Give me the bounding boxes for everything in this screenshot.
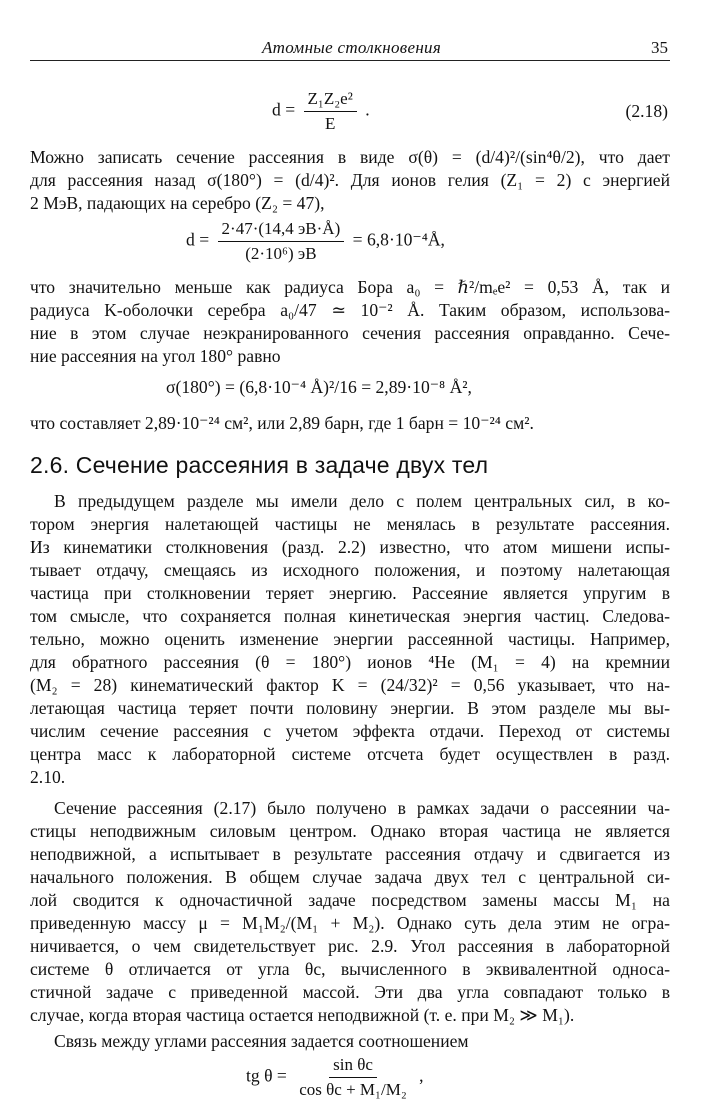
fraction-denominator: cos θc + M₁/M₂ [299, 1080, 407, 1099]
text-line: Сечение рассеяния (2.17) было получено в рамках задачи о рассеянии ча- [54, 798, 670, 818]
equation-sigma: σ(180°) = (6,8·10⁻⁴ Å)²/16 = 2,89·10⁻⁸ Å², [166, 377, 472, 397]
running-head [30, 34, 670, 61]
text-line: числим сечение рассеяния с учетом эффекта отдачи. Переход от системы [30, 721, 670, 741]
text-line: тором энергия налетающей частицы не менялась в результате рассеяния. [30, 514, 670, 534]
fraction-numerator: Z₁Z₂e² [304, 88, 357, 112]
text-line: начального положения. В общем случае задача двух тел с центральной си- [30, 867, 670, 887]
equation-fraction [218, 218, 345, 265]
text-line: ничивается, о чем свидетельствует рис. 2.9. Угол рассеяния в лабораторной [30, 936, 670, 956]
text-line: что значительно меньше как радиуса Бора a₀ = ℏ²/mₑe² = 0,53 Å, так и [30, 277, 670, 297]
fraction-numerator: 2·47·(14,4 эВ·Å) [218, 218, 345, 242]
text-line: частица при столкновении теряет энергию. Рассеяние является упругим в [30, 583, 670, 603]
text-line: что составляет 2,89·10⁻²⁴ см², или 2,89 барн, где 1 барн = 10⁻²⁴ см². [30, 413, 534, 433]
fraction-denominator: (2·10⁶) эВ [245, 244, 317, 263]
text-line: 2.10. [30, 767, 66, 787]
fraction-denominator: E [324, 114, 336, 133]
text-line: летающая частица теряет почти половину энергии. В этом разделе мы вы- [30, 698, 670, 718]
text-line: для обратного рассеяния (θ = 180°) ионов ⁴He (M₁ = 4) на кремнии [30, 652, 670, 672]
text-line: (M₂ = 28) кинематический фактор K = (24/32)² = 0,56 указывает, что на- [30, 675, 670, 695]
text-line: ние в этом случае неэкранированного сечения рассеяния оправданно. Сече- [30, 323, 670, 343]
text-line: неподвижной, а испытывает в результате рассеяния отдачу и сдвигается из [30, 844, 670, 864]
text-line: тывает отдачу, смещаясь из исходного положения, и поэтому налетающая [30, 560, 670, 580]
text-line: В предыдущем разделе мы имели дело с полем центральных сил, в ко- [54, 491, 670, 511]
equation-number: (2.18) [625, 101, 668, 121]
text-line: 2 МэВ, падающих на серебро (Z₂ = 47), [30, 193, 325, 213]
page-number: 35 [651, 38, 668, 57]
section-heading: 2.6. Сечение рассеяния в задаче двух тел [30, 452, 489, 478]
equation-d [186, 218, 445, 265]
equation-tail: . [365, 99, 370, 120]
text-line: стицы неподвижным силовым центром. Однако вторая частица не является [30, 821, 670, 841]
text-line: Связь между углами рассеяния задается соотношением [54, 1031, 469, 1051]
text-line: лой сводится к одночастичной задаче посредством замены массы M₁ на [30, 890, 670, 910]
text-line: для рассеяния назад σ(180°) = (d/4)². Для ионов гелия (Z₁ = 2) с энергией [30, 170, 670, 190]
equation-rhs: = 6,8·10⁻⁴Å, [352, 229, 445, 250]
text-line: системе θ отличается от угла θc, вычисленного в эквивалентной односа- [30, 959, 670, 979]
text-line: ние рассеяния на угол 180° равно [30, 346, 281, 366]
text-line: центра масс к лабораторной системе отсчета будет осуществлен в разд. [30, 744, 670, 764]
text-line: случае, когда вторая частица остается неподвижной (т. е. при M₂ ≫ M₁). [30, 1005, 575, 1025]
equation-lhs: d = [272, 99, 296, 120]
equation-tg [246, 1054, 424, 1101]
equation-fraction [295, 1054, 411, 1101]
equation-tail: , [419, 1065, 424, 1086]
text-line: Из кинематики столкновения (разд. 2.2) известно, что атом мишени испы- [30, 537, 670, 557]
fraction-numerator: sin θc [329, 1054, 377, 1078]
text-line: стичной задаче с приведенной массой. Эти два угла совпадают только в [30, 982, 670, 1002]
running-title: Атомные столкновения [262, 38, 442, 57]
equation-lhs: tg θ = [246, 1065, 287, 1086]
equation-lhs: d = [186, 229, 210, 250]
equation-fraction [304, 88, 357, 135]
text-line: Можно записать сечение рассеяния в виде σ(θ) = (d/4)²/(sin⁴θ/2), что дает [30, 147, 670, 167]
equation-2-18 [272, 88, 370, 135]
text-line: приведенную массу μ = M₁M₂/(M₁ + M₂). Однако суть дела этим не огра- [30, 913, 670, 933]
text-line: радиуса K-оболочки серебра a₀/47 ≃ 10⁻² Å. Таким образом, использова- [30, 300, 670, 320]
text-line: тельно, можно оценить изменение энергии рассеянной частицы. Например, [30, 629, 670, 649]
text-line: том смысле, что сохраняется полная кинетическая энергия частиц. Следова- [30, 606, 670, 626]
